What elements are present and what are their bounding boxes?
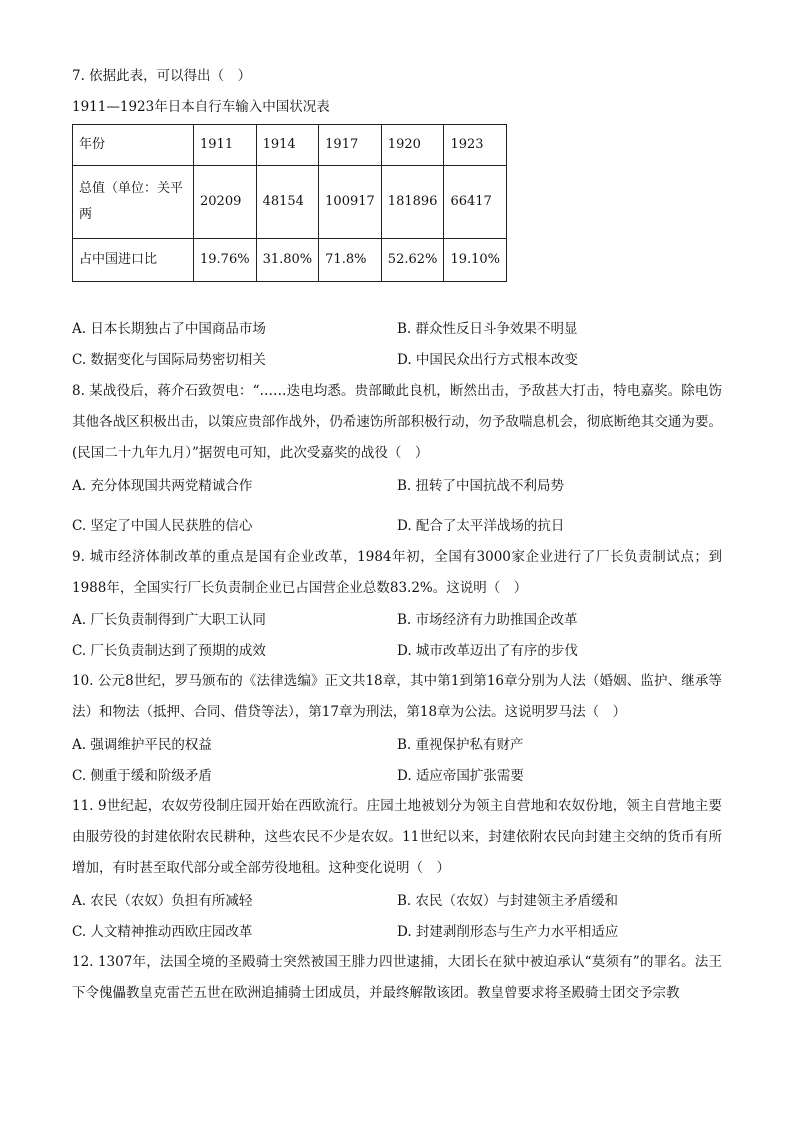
q7-option-a[interactable]: A. 日本长期独占了中国商品市场 [72, 321, 266, 337]
table-cell: 31.80% [256, 239, 319, 282]
table-row [73, 166, 507, 239]
table-cell: 占中国进口比 [73, 239, 194, 282]
q10-option-a[interactable]: A. 强调维护平民的权益 [72, 737, 212, 753]
q11-stem: 11. 9世纪起，农奴劳役制庄园开始在西欧流行。庄园土地被划分为领主自营地和农奴份地，领主自营地主要由服劳役的封建依附农民耕种，这些农民不少是农奴。11世纪以来，封建依附农民向封建主交纳的货币有所增加，有时甚至取代部分或全部劳役地租。这种变化说明（ ） [72, 798, 722, 876]
q10-option-b[interactable]: B. 重视保护私有财产 [397, 737, 524, 753]
table-cell: 1923 [444, 125, 507, 166]
table-cell: 181896 [381, 166, 444, 239]
q12-stem: 12. 1307年，法国全境的圣殿骑士突然被国王腓力四世逮捕，大团长在狱中被迫承认“莫须有”的罪名。法王下令傀儡教皇克雷芒五世在欧洲追捕骑士团成员，并最终解散该团。教皇曾要求将圣殿骑士团交予宗教 [72, 954, 722, 1001]
table-cell: 1914 [256, 125, 319, 166]
q8-option-c[interactable]: C. 坚定了中国人民获胜的信心 [72, 518, 253, 534]
q8-option-d[interactable]: D. 配合了太平洋战场的抗日 [397, 518, 565, 534]
table-cell: 年份 [73, 125, 194, 166]
q8-option-b[interactable]: B. 扭转了中国抗战不利局势 [397, 478, 565, 494]
q11-option-b[interactable]: B. 农民（农奴）与封建领主矛盾缓和 [397, 893, 619, 909]
q7-option-c[interactable]: C. 数据变化与国际局势密切相关 [72, 352, 266, 368]
table-cell: 52.62% [381, 239, 444, 282]
q9-option-c[interactable]: C. 厂长负责制达到了预期的成效 [72, 643, 266, 659]
q11-option-d[interactable]: D. 封建剥削形态与生产力水平相适应 [397, 924, 619, 940]
q11-option-a[interactable]: A. 农民（农奴）负担有所减轻 [72, 893, 253, 909]
table-cell: 总值（单位：关平两 [73, 166, 194, 239]
q9-option-d[interactable]: D. 城市改革迈出了有序的步伐 [397, 643, 578, 659]
q7-option-d[interactable]: D. 中国民众出行方式根本改变 [397, 352, 578, 368]
table-cell: 66417 [444, 166, 507, 239]
q8-stem: 8. 某战役后，蒋介石致贺电：“……迭电均悉。贵部瞰此良机，断然出击，予敌甚大打击，特电嘉奖。除电饬其他各战区积极出击，以策应贵部作战外，仍希速饬所部积极行动，勿予敌喘息机会，彻底断绝其交通为要。(民国二十九年九月）”据贺电可知，此次受嘉奖的战役（ ） [72, 383, 722, 461]
q10-option-d[interactable]: D. 适应帝国扩张需要 [397, 768, 524, 784]
table-cell: 1917 [319, 125, 382, 166]
q11-option-c[interactable]: C. 人文精神推动西欧庄园改革 [72, 924, 253, 940]
table-cell: 1911 [194, 125, 257, 166]
q9-option-a[interactable]: A. 厂长负责制得到广大职工认同 [72, 612, 266, 628]
table-cell: 19.10% [444, 239, 507, 282]
table-row [73, 125, 507, 166]
table-row [73, 239, 507, 282]
q8-option-a[interactable]: A. 充分体现国共两党精诚合作 [72, 478, 253, 494]
q10-stem: 10. 公元8世纪，罗马颁布的《法律选编》正文共18章，其中第1到第16章分别为人法（婚姻、监护、继承等法）和物法（抵押、合同、借贷等法），第17章为刑法，第18章为公法。这说明罗马法（ ） [72, 673, 722, 720]
q7-option-b[interactable]: B. 群众性反日斗争效果不明显 [397, 321, 578, 337]
q7-data-table [72, 124, 507, 282]
q9-stem: 9. 城市经济体制改革的重点是国有企业改革，1984年初，全国有3000家企业进行了厂长负责制试点；到1988年，全国实行厂长负责制企业已占国营企业总数83.2%。这说明（ ） [72, 549, 722, 596]
table-cell: 71.8% [319, 239, 382, 282]
table-cell: 20209 [194, 166, 257, 239]
q10-option-c[interactable]: C. 侧重于缓和阶级矛盾 [72, 768, 212, 784]
table-cell: 48154 [256, 166, 319, 239]
table-cell: 1920 [381, 125, 444, 166]
q7-table-title: 1911—1923年日本自行车输入中国状况表 [72, 99, 330, 115]
table-cell: 19.76% [194, 239, 257, 282]
table-cell: 100917 [319, 166, 382, 239]
q7-stem: 7. 依据此表，可以得出（ ） [72, 68, 252, 84]
q9-option-b[interactable]: B. 市场经济有力助推国企改革 [397, 612, 578, 628]
